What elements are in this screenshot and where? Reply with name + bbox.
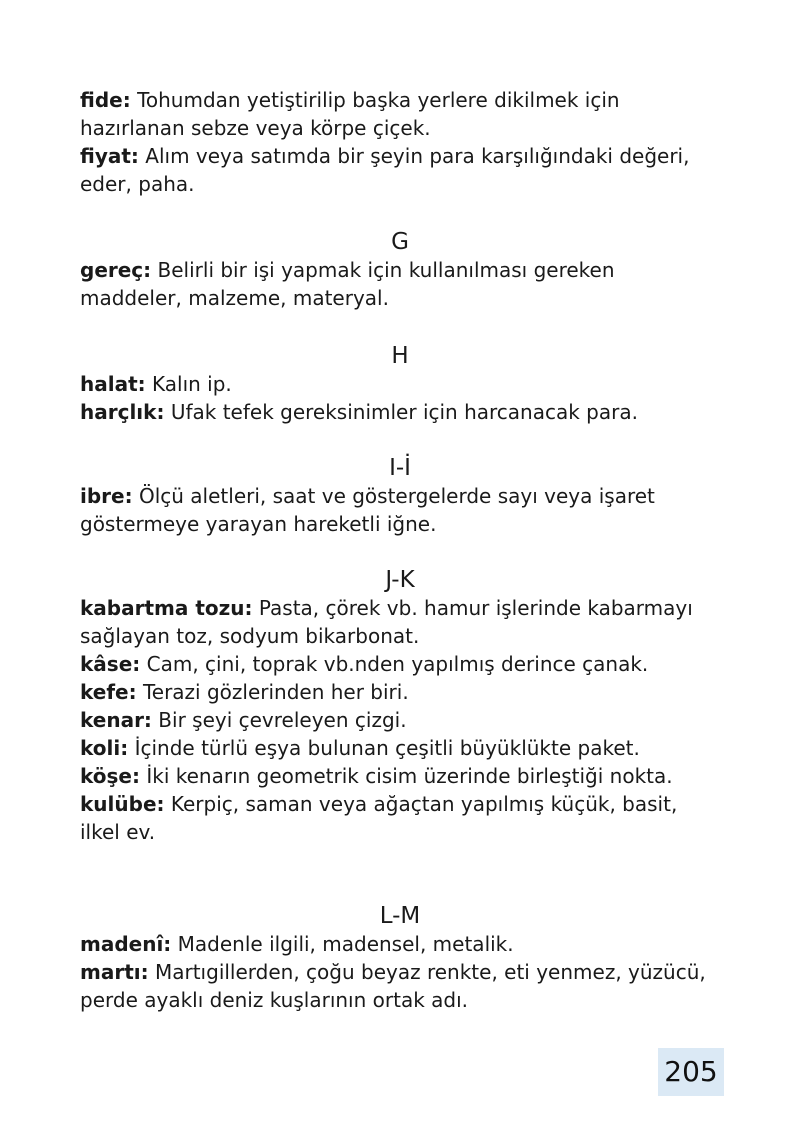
term: kenar: (80, 708, 152, 732)
definition: Alım veya satımda bir şeyin para karşılığındaki değeri, eder, paha. (80, 144, 690, 196)
term: kâse: (80, 652, 141, 676)
term: koli: (80, 736, 129, 760)
term: kulübe: (80, 792, 165, 816)
entry-harclik (80, 398, 720, 426)
section-heading: L-M (379, 903, 421, 929)
entry-marti (80, 958, 720, 1014)
definition: Kalın ip. (152, 372, 232, 396)
section-heading: I-İ (389, 455, 411, 481)
definition: Belirli bir işi yapmak için kullanılması gereken maddeler, malzeme, materyal. (80, 258, 615, 310)
definition: Bir şeyi çevreleyen çizgi. (158, 708, 407, 732)
entry-kefe (80, 678, 720, 706)
section-i (80, 454, 720, 538)
term: harçlık: (80, 400, 165, 424)
term: madenî: (80, 932, 172, 956)
entry-gerec (80, 256, 720, 312)
section-heading: J-K (385, 567, 415, 593)
definition: Martıgillerden, çoğu beyaz renkte, eti yenmez, yüzücü, perde ayaklı deniz kuşlarının ortak adı. (80, 960, 706, 1012)
entry-fiyat (80, 142, 720, 198)
definition: İki kenarın geometrik cisim üzerinde birleştiği nokta. (146, 764, 673, 788)
term: ibre: (80, 484, 133, 508)
term: gereç: (80, 258, 152, 282)
entry-madeni (80, 930, 720, 958)
definition: Kerpiç, saman veya ağaçtan yapılmış küçük, basit, ilkel ev. (80, 792, 678, 844)
entry-kose (80, 762, 720, 790)
section-heading: H (391, 343, 409, 369)
entry-halat (80, 370, 720, 398)
definition: Tohumdan yetiştirilip başka yerlere dikilmek için hazırlanan sebze veya körpe çiçek. (80, 88, 620, 140)
entry-kase (80, 650, 720, 678)
term: fiyat: (80, 144, 139, 168)
definition: Ufak tefek gereksinimler için harcanacak para. (170, 400, 638, 424)
entry-kenar (80, 706, 720, 734)
entry-ibre (80, 482, 720, 538)
section-heading: G (391, 229, 409, 255)
page-number: 205 (658, 1048, 724, 1096)
definition: Madenle ilgili, madensel, metalik. (177, 932, 514, 956)
section-lm (80, 902, 720, 1014)
term: fide: (80, 88, 131, 112)
definition: Cam, çini, toprak vb.nden yapılmış derince çanak. (146, 652, 649, 676)
definition: Ölçü aletleri, saat ve göstergelerde sayı veya işaret göstermeye yarayan hareketli iğne. (80, 484, 655, 536)
term: martı: (80, 960, 149, 984)
entry-kabartma-tozu (80, 594, 720, 650)
entry-fide (80, 86, 720, 142)
term: halat: (80, 372, 146, 396)
section-h (80, 342, 720, 426)
section-jk (80, 566, 720, 846)
definition: İçinde türlü eşya bulunan çeşitli büyüklükte paket. (134, 736, 640, 760)
section-f (80, 86, 720, 198)
entry-koli (80, 734, 720, 762)
section-g (80, 228, 720, 312)
definition: Pasta, çörek vb. hamur işlerinde kabarmayı sağlayan toz, sodyum bikarbonat. (80, 596, 693, 648)
glossary (80, 86, 720, 1014)
term: kabartma tozu: (80, 596, 253, 620)
entry-kulube (80, 790, 720, 846)
term: kefe: (80, 680, 137, 704)
term: köşe: (80, 764, 140, 788)
definition: Terazi gözlerinden her biri. (142, 680, 409, 704)
